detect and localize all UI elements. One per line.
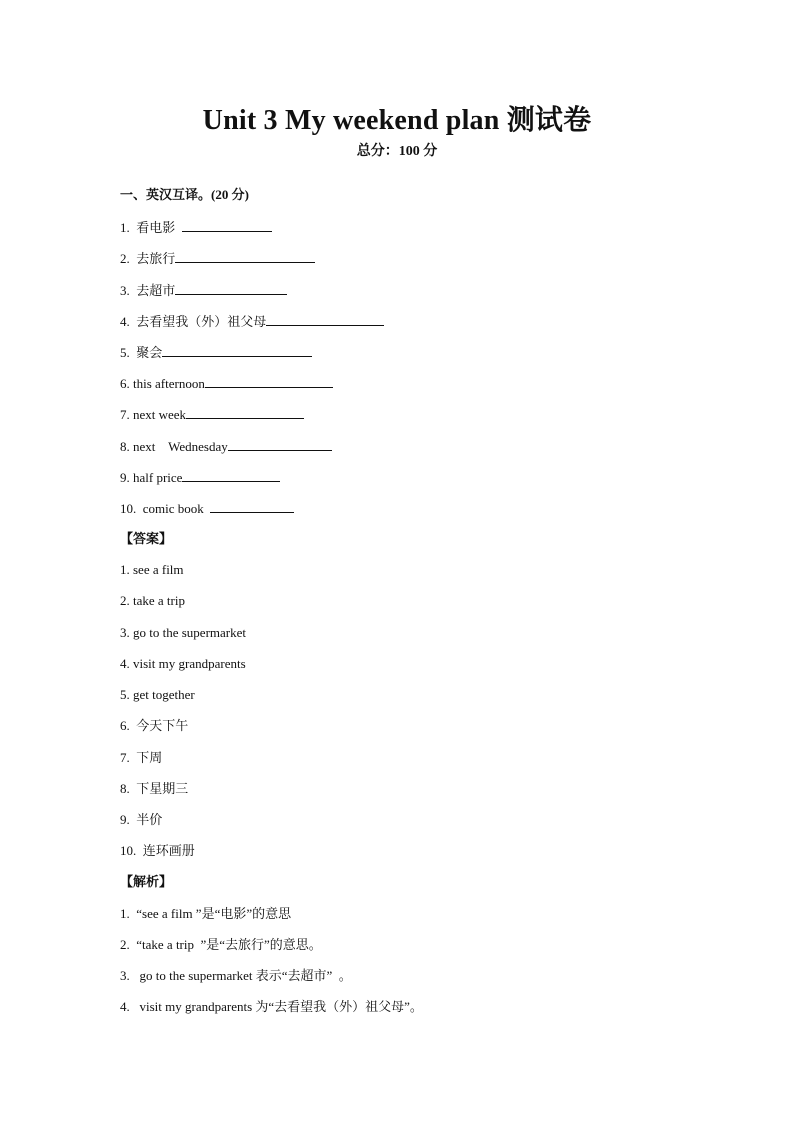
question-9 [120,469,280,486]
answer-item: 5. get together [120,687,195,702]
question-text: half price [133,470,183,485]
question-number: 10. [120,501,137,516]
answer-label: 【答案】 [120,531,173,546]
question-10 [120,500,294,517]
question-2 [120,250,315,267]
question-number: 3. [120,283,130,298]
answer-blank [205,375,333,388]
question-number: 5. [120,345,130,360]
answer-blank [162,344,312,357]
answer-item: 9. 半价 [120,812,163,827]
answer-item: 4. visit my grandparents [120,656,246,671]
question-text: this afternoon [133,376,205,391]
question-text: 聚会 [136,345,163,360]
answer-item: 3. go to the supermarket [120,625,246,640]
answer-blank [175,282,287,295]
answer-blank [182,469,280,482]
page-title: Unit 3 My weekend plan 测试卷 [202,105,592,136]
answer-blank [228,438,332,451]
section-heading: 一、英汉互译。(20 分) [120,187,249,202]
answer-item: 8. 下星期三 [120,781,189,796]
question-8 [120,438,332,455]
total-score: 总分：100 分 [356,144,438,159]
question-1 [120,219,272,236]
analysis-item: 4. visit my grandparents 为“去看望我（外）祖父母”。 [120,999,423,1014]
question-number: 8. [120,439,130,454]
question-text: comic book [142,501,204,516]
question-text: 去旅行 [136,251,176,266]
question-3 [120,282,287,299]
question-5 [120,344,312,361]
question-number: 9. [120,470,130,485]
question-number: 4. [120,314,130,329]
question-number: 2. [120,251,130,266]
question-number: 6. [120,376,130,391]
answer-item: 2. take a trip [120,593,185,608]
question-text: 去超市 [136,283,176,298]
answer-blank [175,250,315,263]
answer-item: 10. 连环画册 [120,843,195,858]
answer-item: 7. 下周 [120,750,163,765]
question-text: 看电影 [136,220,176,235]
question-text: next Wednesday [133,439,228,454]
analysis-label: 【解析】 [120,874,173,889]
question-6 [120,375,333,392]
answer-blank [186,406,304,419]
analysis-item: 1. “see a film ”是“电影”的意思 [120,906,292,921]
answer-blank [266,313,384,326]
analysis-item: 2. “take a trip ”是“去旅行”的意思。 [120,937,322,952]
answer-blank [210,500,294,513]
answer-item: 1. see a film [120,562,184,577]
question-number: 7. [120,407,130,422]
answer-item: 6. 今天下午 [120,718,189,733]
question-text: 去看望我（外）祖父母 [136,314,267,329]
question-7 [120,406,304,423]
analysis-item: 3. go to the supermarket 表示“去超市” 。 [120,968,352,983]
answer-blank [182,219,272,232]
question-number: 1. [120,220,130,235]
question-text: next week [133,407,187,422]
question-4 [120,313,384,330]
